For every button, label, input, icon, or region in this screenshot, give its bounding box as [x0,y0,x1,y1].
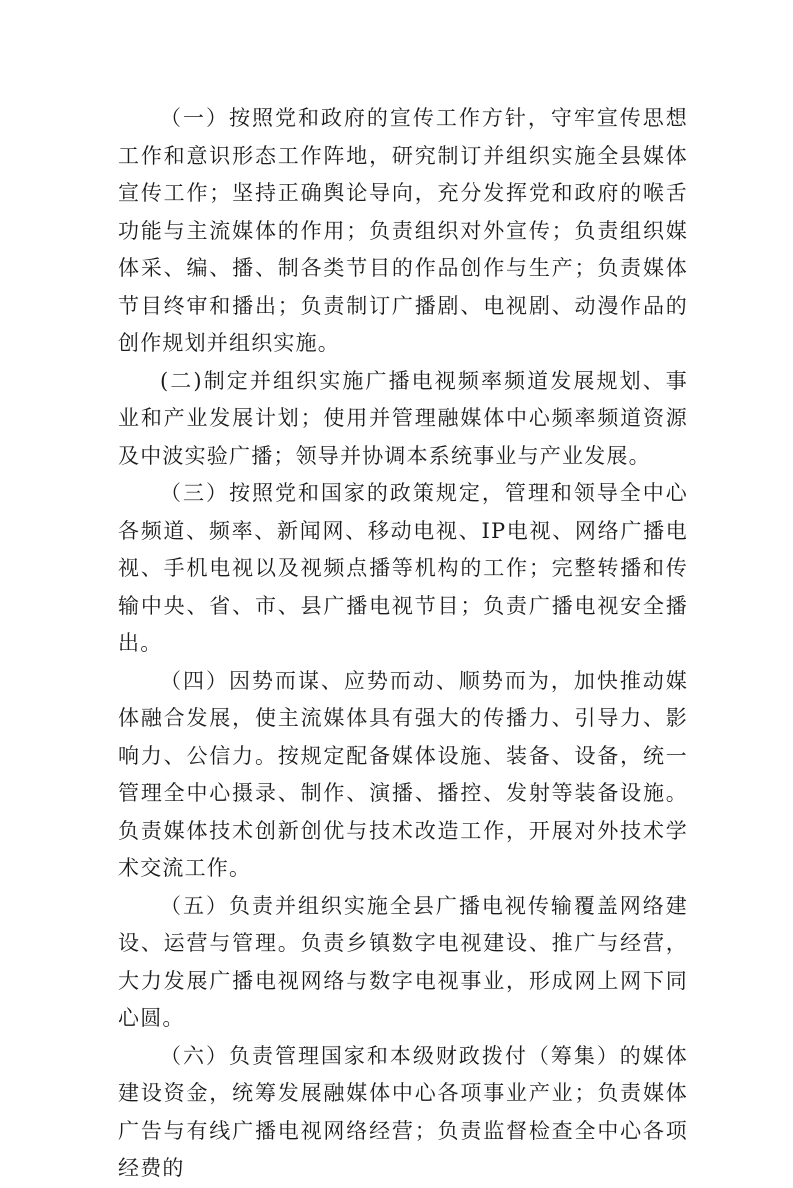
paragraph-6: （六）负责管理国家和本级财政拨付（筹集）的媒体建设资金，统筹发展融媒体中心各项事业产业；负责媒体广告与有线广播电视网络经营；负责监督检查全中心各项经费的 [118,1043,688,1180]
document-body [118,100,688,1188]
paragraph-2: (二)制定并组织实施广播电视频率频道发展规划、事业和产业发展计划；使用并管理融媒体中心频率频道资源及中波实验广播；领导并协调本系统事业与产业发展。 [118,368,688,468]
paragraph-3: （三）按照党和国家的政策规定，管理和领导全中心各频道、频率、新闻网、移动电视、IP电视、网络广播电视、手机电视以及视频点播等机构的工作；完整转播和传输中央、省、市、县广播电视节目；负责广播电视安全播出。 [118,481,688,655]
paragraph-1: （一）按照党和政府的宣传工作方针，守牢宣传思想工作和意识形态工作阵地，研究制订并组织实施全县媒体宣传工作；坚持正确舆论导向，充分发挥党和政府的喉舌功能与主流媒体的作用；负责组织对外宣传；负责组织媒体采、编、播、制各类节目的作品创作与生产；负责媒体节目终审和播出；负责制订广播剧、电视剧、动漫作品的创作规划并组织实施。 [118,106,688,355]
paragraph-5: （五）负责并组织实施全县广播电视传输覆盖网络建设、运营与管理。负责乡镇数字电视建设、推广与经营，大力发展广播电视网络与数字电视事业，形成网上网下同心圆。 [118,893,688,1030]
paragraph-4: （四）因势而谋、应势而动、顺势而为，加快推动媒体融合发展，使主流媒体具有强大的传播力、引导力、影响力、公信力。按规定配备媒体设施、装备、设备，统一管理全中心摄录、制作、演播、播控、发射等装备设施。负责媒体技术创新创优与技术改造工作，开展对外技术学术交流工作。 [118,668,688,880]
